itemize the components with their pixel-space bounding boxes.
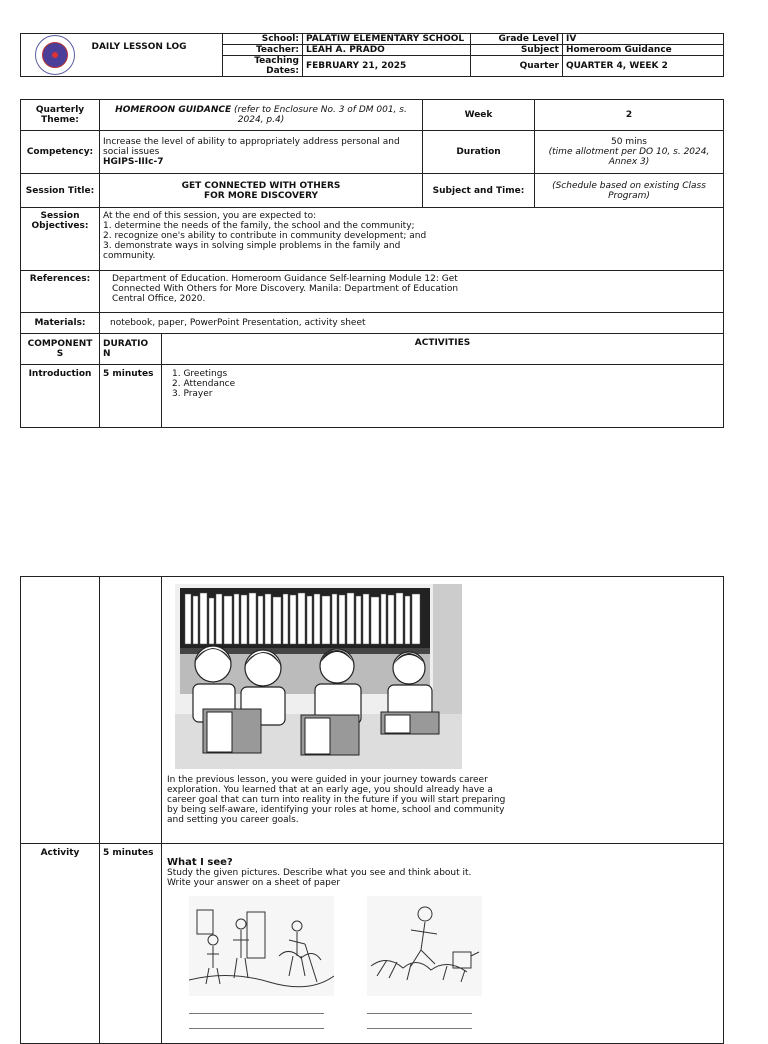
materials-value: notebook, paper, PowerPoint Presentation, activity sheet bbox=[100, 313, 724, 334]
info-table bbox=[20, 99, 724, 428]
competency-label: Competency: bbox=[21, 131, 100, 174]
references-value: Department of Education. Homeroom Guidance Self-learning Module 12: Get Connected With Others for More Discovery. Manila: Department of Education Central Office, 2020. bbox=[112, 274, 459, 304]
activity-instruction: Study the given pictures. Describe what you see and think about it. bbox=[167, 868, 472, 878]
activity-cell bbox=[162, 844, 724, 1044]
introduction-items bbox=[162, 365, 724, 428]
references-label: References: bbox=[21, 271, 100, 313]
objective-item: 3. demonstrate ways in solving simple problems in the family and community. bbox=[103, 241, 401, 261]
subject-value: Homeroom Guidance bbox=[563, 45, 724, 56]
activity-instruction: Write your answer on a sheet of paper bbox=[167, 878, 341, 888]
objectives-cell bbox=[100, 208, 724, 271]
objective-item: 2. recognize one's ability to contribute in community development; and bbox=[103, 231, 427, 241]
duration-cell bbox=[535, 131, 724, 174]
log-title: DAILY LESSON LOG bbox=[89, 34, 223, 77]
introduction-label: Introduction bbox=[21, 365, 100, 428]
school-value: PALATIW ELEMENTARY SCHOOL bbox=[303, 34, 471, 45]
session-title-line2: FOR MORE DISCOVERY bbox=[203, 190, 319, 201]
quarter-label: Quarter bbox=[471, 56, 563, 77]
activity-duration: 5 minutes bbox=[100, 844, 162, 1044]
competency-code: HGIPS-IIIc-7 bbox=[103, 157, 164, 167]
seal-cell bbox=[21, 34, 89, 77]
gardening-illustration bbox=[367, 896, 482, 996]
family-cleaning-illustration bbox=[189, 896, 334, 996]
teacher-value: LEAH A. PRADO bbox=[303, 45, 471, 56]
objective-item: 1. determine the needs of the family, the school and the community; bbox=[103, 221, 415, 231]
subject-time-value: (Schedule based on existing Class Program) bbox=[535, 174, 724, 208]
school-label: School: bbox=[223, 34, 303, 45]
teacher-label: Teacher: bbox=[223, 45, 303, 56]
session-title-cell bbox=[100, 174, 423, 208]
duration-note: (time allotment per DO 10, s. 2024, Annex 3) bbox=[548, 147, 710, 167]
session-title-line1: GET CONNECTED WITH OTHERS bbox=[181, 180, 341, 191]
references-cell bbox=[100, 271, 724, 313]
continuation-table bbox=[20, 576, 724, 1044]
quarterly-theme-note: (refer to Enclosure No. 3 of DM 001, s. 2024, p.4) bbox=[233, 105, 407, 125]
dates-label: Teaching Dates: bbox=[223, 56, 303, 77]
quarterly-theme-label: Quarterly Theme: bbox=[21, 100, 100, 131]
answer-lines bbox=[367, 999, 472, 1029]
empty-cell bbox=[21, 577, 100, 844]
dates-value: FEBRUARY 21, 2025 bbox=[303, 56, 471, 77]
week-label: Week bbox=[423, 100, 535, 131]
activity-label: Activity bbox=[21, 844, 100, 1044]
duration-label: Duration bbox=[423, 131, 535, 174]
previous-lesson-cell bbox=[162, 577, 724, 844]
introduction-duration: 5 minutes bbox=[100, 365, 162, 428]
subject-label: Subject bbox=[471, 45, 563, 56]
previous-lesson-text: In the previous lesson, you were guided in your journey towards career exploration. You learned that at an early age, you should already have a career goal that can turn into reality in the future if you will start preparing by being self-aware, identifying your roles at home, school and community and setting you career goals. bbox=[167, 775, 506, 825]
components-header: COMPONENT S bbox=[21, 334, 100, 365]
children-reading-illustration bbox=[175, 584, 462, 769]
competency-cell bbox=[100, 131, 423, 174]
quarter-value: QUARTER 4, WEEK 2 bbox=[563, 56, 724, 77]
grade-label: Grade Level bbox=[471, 34, 563, 45]
grade-value: IV bbox=[563, 34, 724, 45]
deped-seal-icon bbox=[35, 35, 75, 75]
week-value: 2 bbox=[535, 100, 724, 131]
duration-header: DURATIO N bbox=[100, 334, 162, 365]
list-item: 1. Greetings bbox=[172, 369, 228, 379]
activities-header: ACTIVITIES bbox=[162, 334, 724, 365]
list-item: 3. Prayer bbox=[172, 389, 213, 399]
list-item: 2. Attendance bbox=[172, 379, 236, 389]
session-title-label: Session Title: bbox=[21, 174, 100, 208]
objectives-label: Session Objectives: bbox=[21, 208, 100, 271]
header-table bbox=[20, 33, 724, 77]
activity-title: What I see? bbox=[167, 857, 233, 868]
answer-lines bbox=[189, 999, 324, 1029]
duration-value: 50 mins bbox=[611, 137, 647, 147]
empty-cell bbox=[100, 577, 162, 844]
competency-value: Increase the level of ability to appropriately address personal and social issues bbox=[103, 137, 400, 157]
objectives-intro: At the end of this session, you are expected to: bbox=[103, 211, 317, 221]
materials-label: Materials: bbox=[21, 313, 100, 334]
subject-time-label: Subject and Time: bbox=[423, 174, 535, 208]
quarterly-theme-value: HOMEROON GUIDANCE bbox=[115, 105, 232, 115]
quarterly-theme-cell bbox=[100, 100, 423, 131]
